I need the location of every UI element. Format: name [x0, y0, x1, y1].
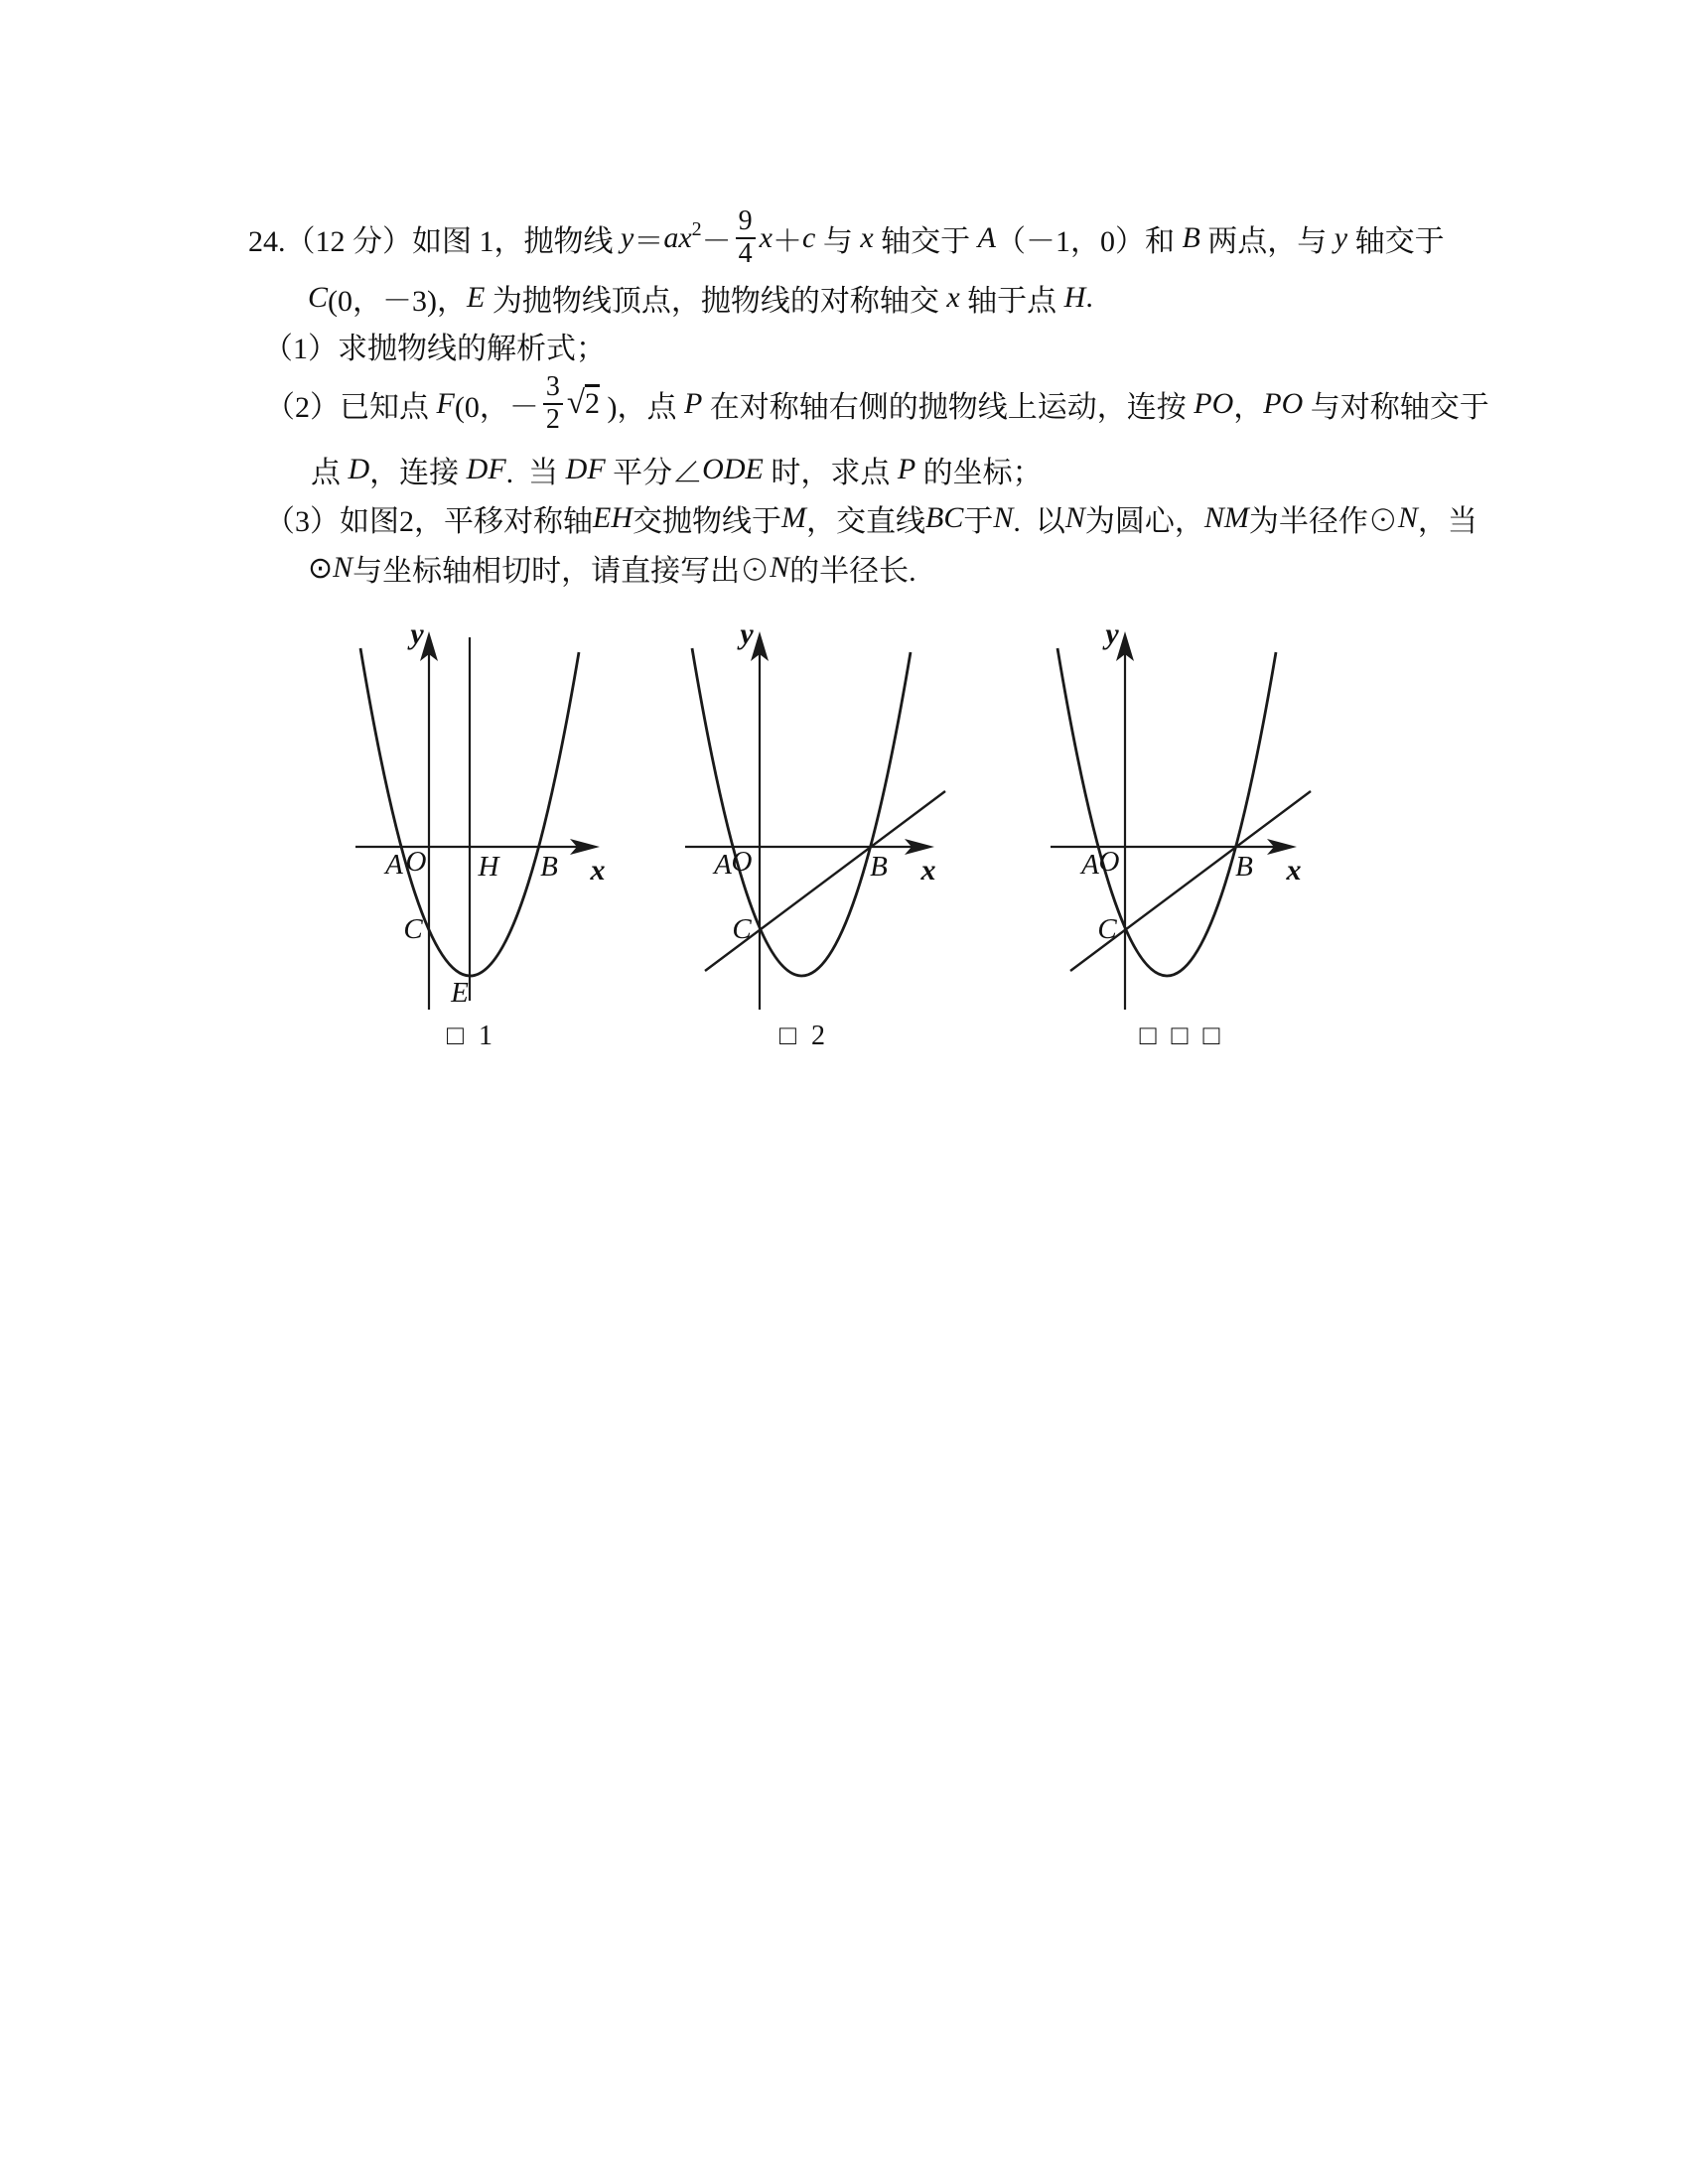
problem-line-1 [248, 205, 1445, 272]
problem-line-2 [308, 280, 1093, 316]
text-token: N [1397, 501, 1418, 534]
y-axis-label: y [1105, 617, 1119, 650]
text-token: H [1063, 281, 1086, 314]
text-token: 轴于点 [959, 285, 1064, 318]
figure-2-caption: □ 2 [779, 1021, 829, 1051]
problem-part1-line [263, 328, 606, 363]
text-token: D [348, 453, 370, 485]
origin-O-label: O [731, 846, 753, 878]
origin-O-label: O [1098, 846, 1120, 878]
text-token: （－1，0）和 [995, 225, 1183, 258]
text-token: P [897, 453, 916, 485]
text-token: $\frac{3}{2}$ [543, 372, 563, 436]
point-A-label: A [385, 849, 403, 881]
x-axis-label: x [920, 854, 936, 887]
text-token: 为半径作⊙ [1248, 505, 1398, 538]
text-token: (0，－3)， [328, 285, 467, 318]
text-token: 于 [963, 505, 994, 538]
x-axis-label: x [1286, 854, 1302, 887]
problem-part3-line-2 [308, 550, 916, 586]
y-axis-label: y [410, 617, 424, 650]
figure-1-parabola-graph [338, 615, 616, 1013]
problem-part3-line [265, 500, 1477, 536]
text-token: ，当 [1417, 505, 1477, 538]
text-token: y [1334, 221, 1348, 254]
problem-part2-line [265, 370, 1489, 438]
text-token: （2）已知点 [265, 391, 437, 424]
problem-part2-line-2 [311, 452, 1043, 487]
text-token: x [860, 221, 874, 254]
text-token: 轴交于 [1347, 225, 1445, 258]
point-B-label: B [870, 851, 888, 883]
text-token: 2 [691, 217, 702, 240]
text-token: . 当 [505, 457, 566, 489]
point-C-label: C [732, 913, 752, 945]
text-token: PO [1194, 387, 1234, 420]
text-token: M [781, 501, 806, 534]
parabola-curve [692, 648, 911, 976]
text-token: 交抛物线于 [633, 505, 781, 538]
point-H-label: H [478, 851, 499, 883]
text-token: c [801, 221, 816, 254]
text-token: 24.（12 分）如图 1，抛物线 [248, 225, 621, 258]
text-token: P [683, 387, 703, 420]
text-token: )，点 [599, 391, 684, 424]
text-token: N [333, 551, 353, 584]
text-token: N [770, 551, 790, 584]
text-token: N [993, 501, 1014, 534]
text-token: y [621, 221, 634, 254]
text-token: 与对称轴交于 [1303, 391, 1489, 424]
text-token: 为圆心， [1084, 505, 1204, 538]
text-token: (0，－ [454, 391, 539, 424]
text-token: ，交直线 [806, 505, 925, 538]
text-token: F [436, 387, 455, 420]
point-A-label: A [1081, 849, 1099, 881]
text-token: ODE [702, 453, 764, 485]
text-token: DF [466, 453, 506, 485]
text-token: ，连接 [369, 457, 467, 489]
text-token: $\frac{9}{4}$ [736, 206, 756, 270]
point-A-label: A [714, 849, 732, 881]
figure-2-parabola-graph [670, 615, 958, 1013]
text-token: 时，求点 [763, 457, 898, 489]
figure-3-parabola-graph [1038, 615, 1331, 1013]
point-B-label: B [1235, 851, 1253, 883]
text-token: . [1085, 281, 1093, 314]
text-token: DF [565, 453, 606, 485]
text-token: 与 [815, 225, 861, 258]
text-token: PO [1263, 387, 1304, 420]
parabola-curve [1057, 648, 1276, 976]
text-token: 两点，与 [1199, 225, 1335, 258]
text-token: 在对称轴右侧的抛物线上运动，连按 [702, 391, 1195, 424]
figure-1-caption: □ 1 [447, 1021, 496, 1051]
text-token: B [1182, 221, 1200, 254]
text-token: N [1064, 501, 1085, 534]
text-token: （1）求抛物线的解析式； [263, 333, 606, 365]
text-token: NM [1203, 501, 1249, 534]
text-token: . 以 [1013, 505, 1065, 538]
text-token: 点 [311, 457, 349, 489]
text-token: ＝ [633, 225, 664, 258]
text-token: － [701, 225, 732, 258]
point-E-label: E [451, 977, 469, 1009]
text-token: E [467, 281, 486, 314]
text-token: 为抛物线顶点，抛物线的对称轴交 [485, 285, 947, 318]
text-token: x [759, 221, 773, 254]
x-axis-label: x [590, 854, 606, 887]
text-token: 的坐标； [915, 457, 1043, 489]
text-token: A [977, 221, 996, 254]
text-token: ， [1233, 391, 1264, 424]
figure-3-caption: □ □ □ [1139, 1021, 1224, 1051]
text-token: 平分∠ [605, 457, 703, 489]
text-token: ax [663, 221, 692, 254]
y-axis-label: y [740, 617, 754, 650]
text-token: ⊙ [308, 551, 334, 585]
point-C-label: C [403, 913, 423, 945]
point-B-label: B [540, 851, 558, 883]
text-token: √ 2 [566, 384, 600, 421]
text-token: 的半径长. [789, 555, 916, 588]
text-token: ＋ [772, 225, 802, 258]
text-token: 与坐标轴相切时，请直接写出⊙ [352, 555, 771, 588]
text-token: x [946, 281, 960, 314]
origin-O-label: O [405, 846, 427, 878]
text-token: （3）如图2，平移对称轴 [265, 505, 593, 538]
text-token: C [308, 281, 329, 314]
text-token: EH [593, 501, 633, 534]
text-token: BC [925, 501, 964, 534]
text-token: 轴交于 [873, 225, 978, 258]
point-C-label: C [1097, 913, 1117, 945]
